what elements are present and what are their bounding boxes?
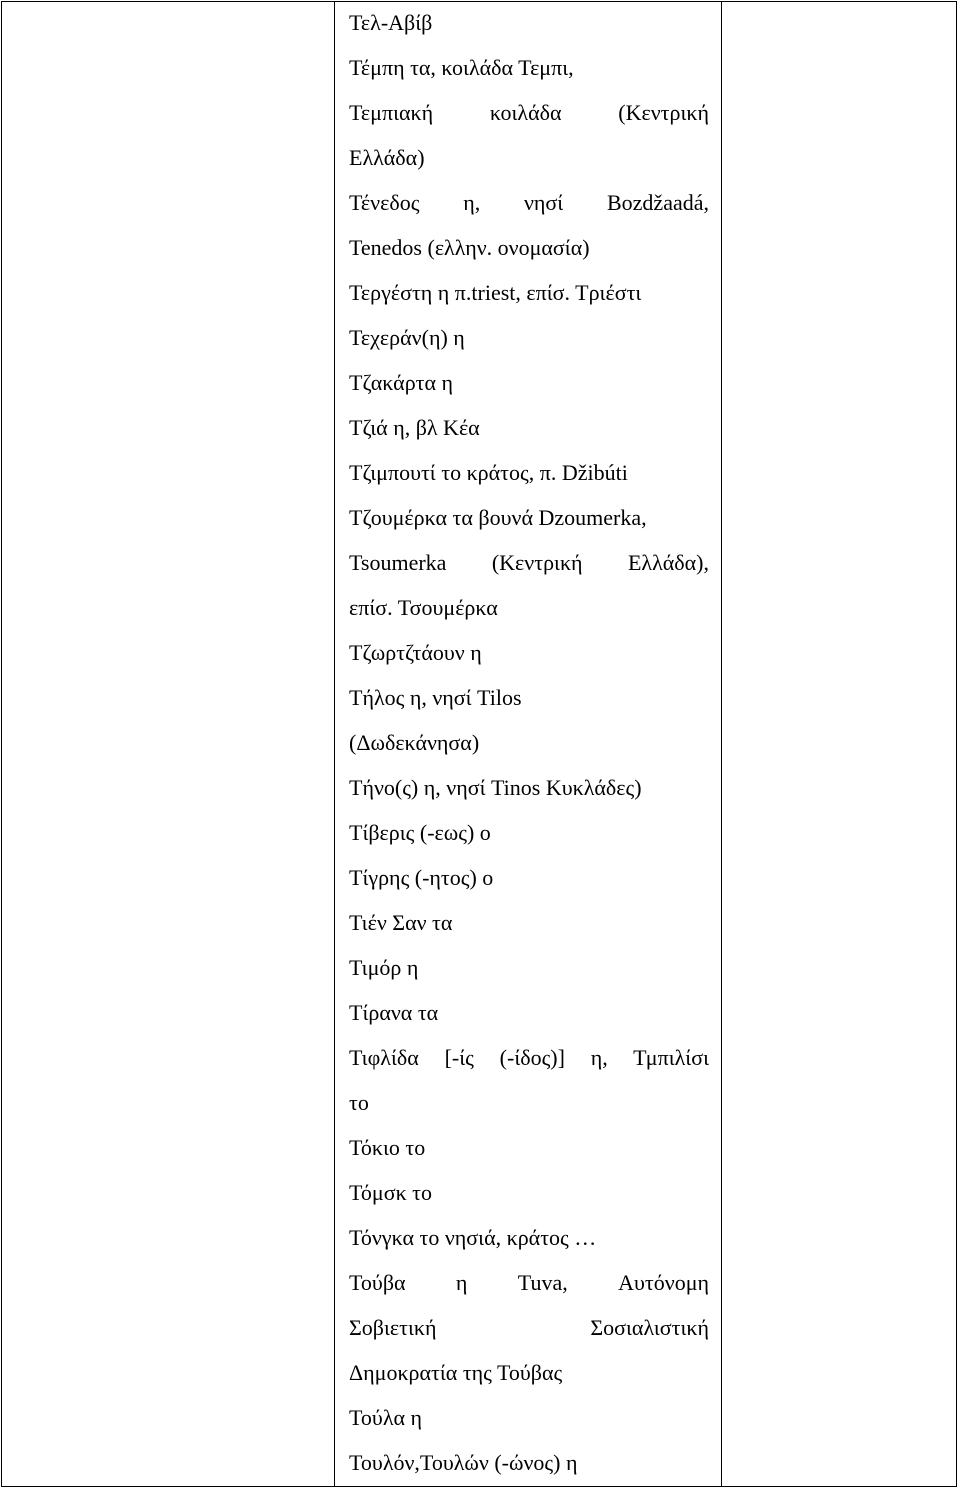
- entry-line: το: [349, 1090, 369, 1115]
- entry-line: Τουλόν,Τουλών (-ώνος) η: [349, 1450, 578, 1475]
- entry-line: Τζουμέρκα τα βουνά Dzoumerka,: [349, 505, 647, 530]
- entry-line: Τήλος η, νησί Tilos: [349, 685, 522, 710]
- entry-line: Τίρανα τα: [349, 1000, 439, 1025]
- entry-line: (Δωδεκάνησα): [349, 730, 480, 755]
- entry-line: Τεμπιακή κοιλάδα (Κεντρική: [349, 100, 709, 125]
- entry-line: Τζακάρτα η: [349, 370, 454, 395]
- entry-line: Τεργέστη η π.triest, επίσ. Τριέστι: [349, 280, 642, 305]
- entry-line: Τιμόρ η: [349, 955, 419, 980]
- entry-line: Τένεδος η, νησί Bozdžaadá,: [349, 190, 709, 215]
- entry-line: Tenedos (ελλην. ονομασία): [349, 235, 590, 260]
- entry-line: Tsoumerka (Κεντρική Ελλάδα),: [349, 550, 709, 575]
- entry-line: Τούλα η: [349, 1405, 423, 1430]
- entry-line: Τιέν Σαν τα: [349, 910, 453, 935]
- entry-line: Τεχεράν(η) η: [349, 325, 465, 350]
- entry-line: Ελλάδα): [349, 145, 425, 170]
- entry-line: Δημοκρατία της Τούβας: [349, 1360, 563, 1385]
- entry-line: Τίγρης (-ητος) ο: [349, 865, 494, 890]
- entry-line: Τζιά η, βλ Κέα: [349, 415, 480, 440]
- entry-line: Τελ-Αβίβ: [349, 10, 433, 35]
- place-name-list: [349, 0, 709, 1485]
- entry-line: Τιφλίδα [-ίς (-ίδος)] η, Τμπιλίσι: [349, 1045, 709, 1070]
- entry-line: Τόνγκα το νησιά, κράτος …: [349, 1225, 597, 1250]
- entry-line: Τζωρτζτάουν η: [349, 640, 482, 665]
- column-divider-right: [721, 1, 722, 1487]
- entry-line: Τέμπη τα, κοιλάδα Τεμπι,: [349, 55, 574, 80]
- column-divider-left: [334, 1, 335, 1487]
- entry-line: Τίβερις (-εως) ο: [349, 820, 491, 845]
- entry-line: Τόμσκ το: [349, 1180, 433, 1205]
- entry-line: Τούβα η Tuva, Αυτόνομη: [349, 1270, 709, 1295]
- entry-line: Τήνο(ς) η, νησί Tinos Κυκλάδες): [349, 775, 642, 800]
- entry-line: Τζιμπουτί το κράτος, π. Džibúti: [349, 460, 628, 485]
- entry-line: Τόκιο το: [349, 1135, 426, 1160]
- entry-line: επίσ. Τσουμέρκα: [349, 595, 498, 620]
- entry-line: Σοβιετική Σοσιαλιστική: [349, 1315, 709, 1340]
